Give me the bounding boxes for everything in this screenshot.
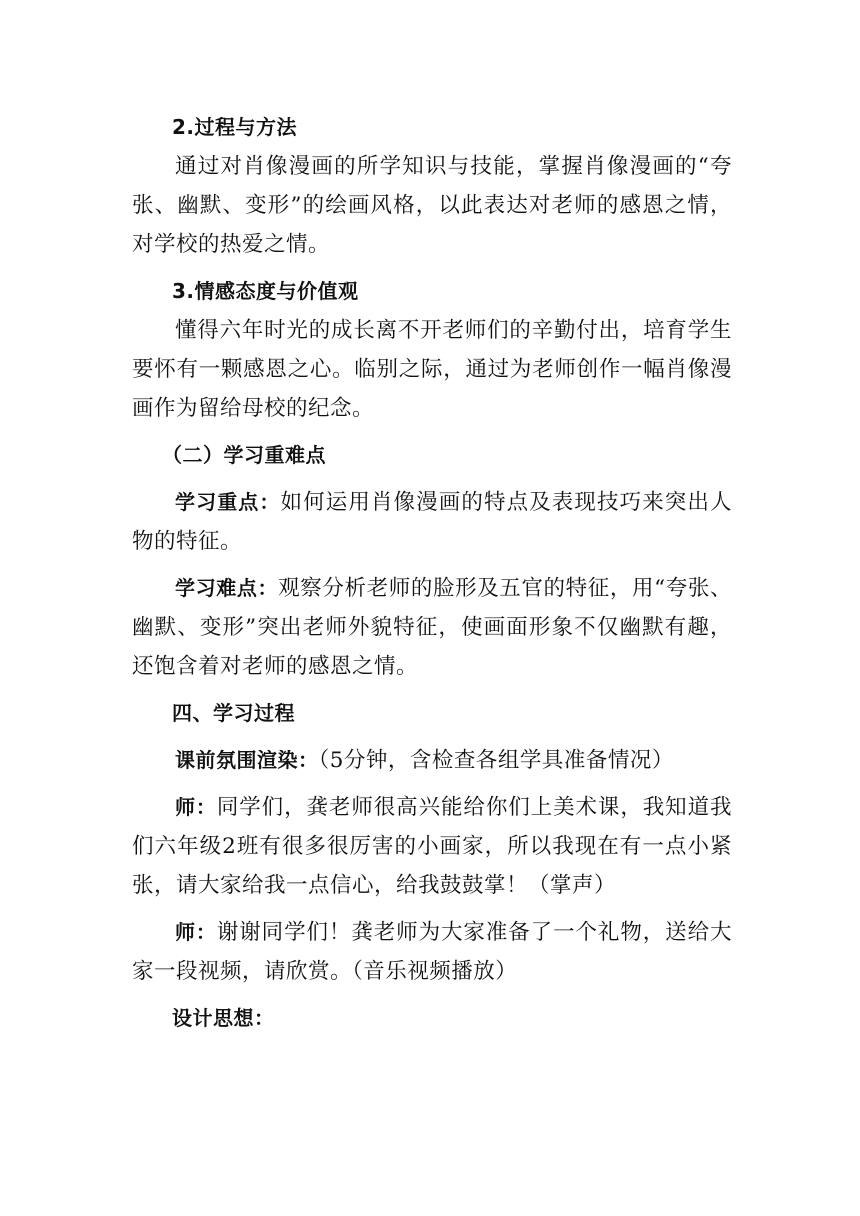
paragraph-teacher-1 xyxy=(132,788,732,905)
text-warmup: （5分钟，含检查各组学具准备情况） xyxy=(318,748,674,773)
heading-learning-process: 四、学习过程 xyxy=(172,701,295,725)
paragraph-process-method: 通过对肖像漫画的所学知识与技能，掌握肖像漫画的“夸张、幽默、变形”的绘画风格，以此表达对老师的感恩之情，对学校的热爱之情。 xyxy=(132,154,732,257)
text-learning-focus: 如何运用肖像漫画的特点及表现技巧来突出人物的特征。 xyxy=(132,490,733,554)
text-teacher-1: 同学们，龚老师很高兴能给你们上美术课，我知道我们六年级2班有很多很厉害的小画家，所以我现在有一点小紧张，请大家给我一点信心，给我鼓鼓掌！（掌声） xyxy=(132,795,732,898)
document-content xyxy=(132,108,732,1038)
text-learning-difficulty: 观察分析老师的脸形及五官的特征，用“夸张、幽默、变形”突出老师外貌特征，使画面形象不仅幽默有趣，还饱含着对老师的感恩之情。 xyxy=(132,576,733,679)
text-teacher-2: 谢谢同学们！龚老师为大家准备了一个礼物，送给大家一段视频，请欣赏。（音乐视频播放） xyxy=(132,920,732,984)
label-learning-difficulty: 学习难点： xyxy=(175,576,279,600)
label-teacher-1: 师： xyxy=(175,795,217,819)
heading-design-thought: 设计思想： xyxy=(172,1006,275,1030)
heading-key-difficult-points: （二）学习重难点 xyxy=(162,443,326,467)
paragraph-warmup xyxy=(132,741,732,780)
paragraph-teacher-2 xyxy=(132,913,732,991)
label-warmup: 课前氛围渲染： xyxy=(175,748,319,772)
label-teacher-2: 师： xyxy=(175,920,217,944)
label-learning-focus: 学习重点： xyxy=(175,490,281,514)
paragraph-emotion-values: 懂得六年时光的成长离不开老师们的辛勤付出，培育学生要怀有一颗感恩之心。临别之际，通过为老师创作一幅肖像漫画作为留给母校的纪念。 xyxy=(132,318,732,421)
paragraph-learning-focus xyxy=(132,483,732,561)
paragraph-learning-difficulty xyxy=(132,569,732,686)
heading-emotion-values: 3.情感态度与价值观 xyxy=(172,279,359,303)
heading-process-method: 2.过程与方法 xyxy=(172,115,298,139)
